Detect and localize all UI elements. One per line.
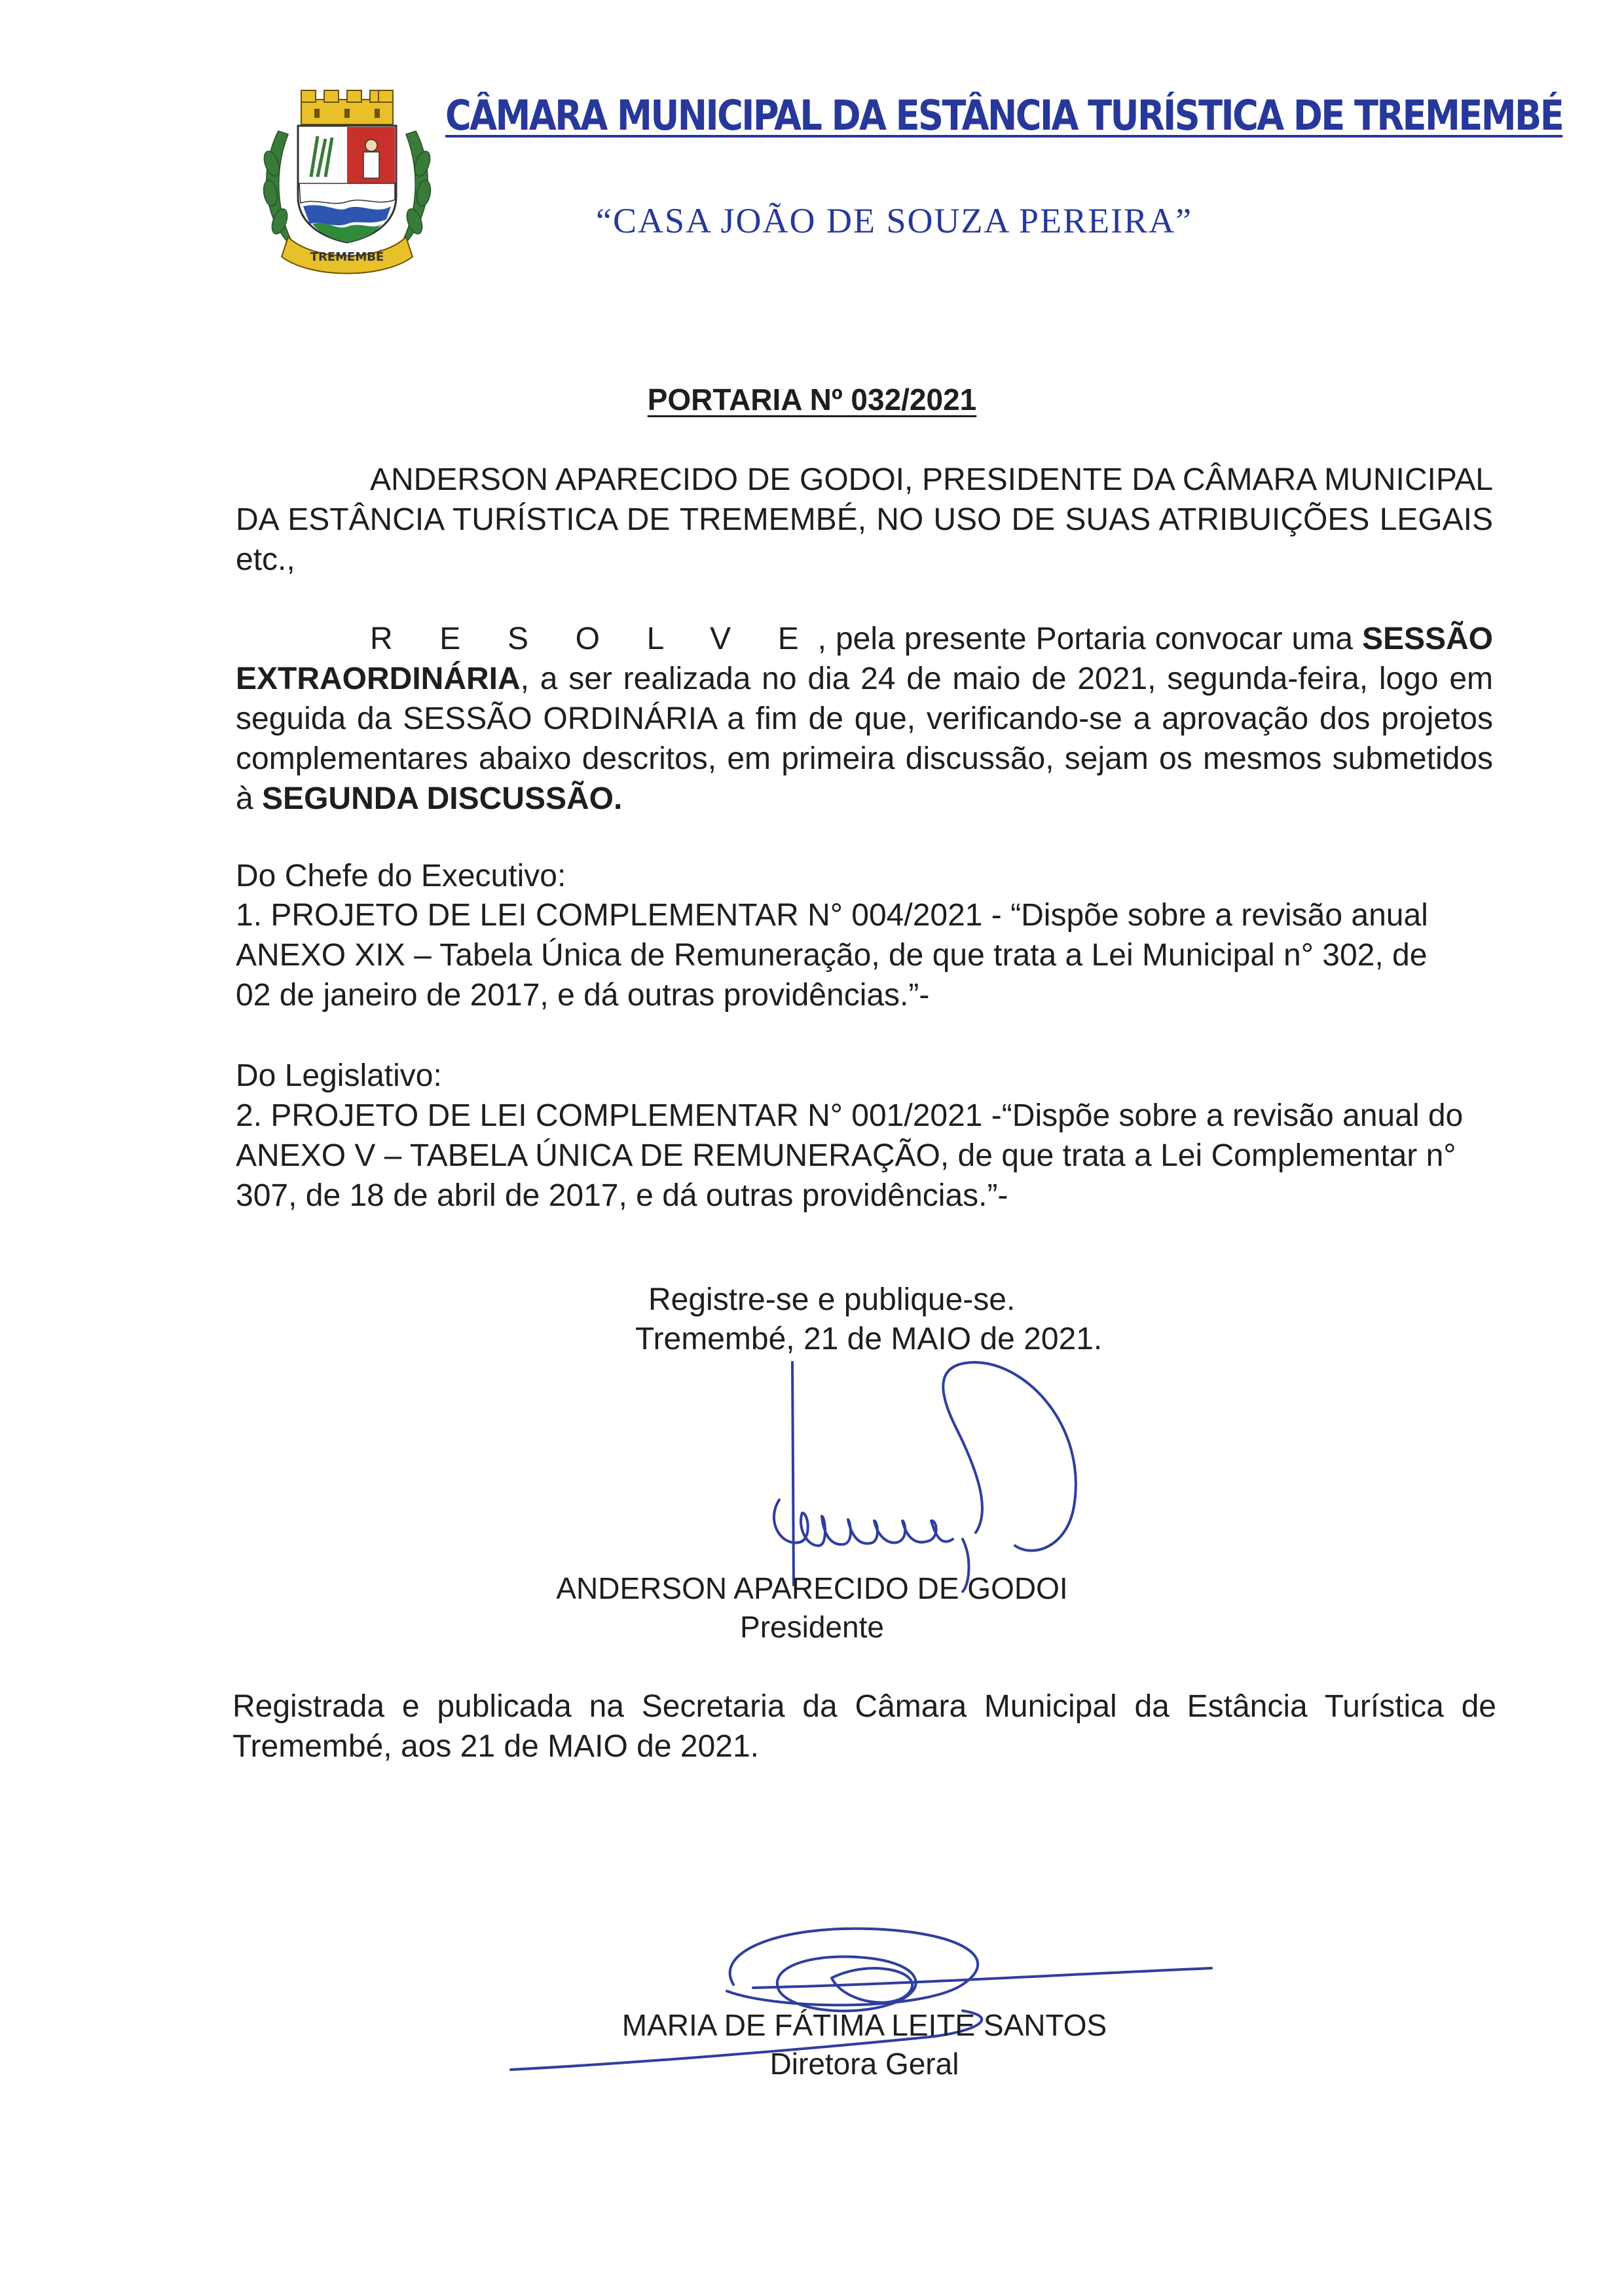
coat-of-arms-icon [252, 85, 442, 282]
place-date: Tremembé, 21 de MAIO de 2021. [635, 1322, 1103, 1356]
legislative-line: 2. PROJETO DE LEI COMPLEMENTAR N° 001/2021 -“Dispõe sobre a revisão anual do [236, 1098, 1464, 1133]
legislative-heading: Do Legislativo: [236, 1058, 442, 1093]
document-title: PORTARIA Nº 032/2021 [647, 382, 977, 417]
resolve-text-1: , pela presente Portaria convocar uma [817, 622, 1362, 656]
resolve-second-bold: SEGUNDA DISCUSSÃO. [262, 781, 623, 816]
executive-line: 02 de janeiro de 2017, e dá outras providências.”- [236, 978, 930, 1013]
legislative-line: 307, de 18 de abril de 2017, e dá outras providências.”- [236, 1178, 1008, 1213]
resolve-text-2: , a ser realizada no dia 24 de maio de 2021, segunda-feira, logo em seguida da SESSÃO ORDINÁRIA a fim de que, verificando-se a aprovação dos projetos complementares abaixo descritos, em primeira discussão, sejam os mesmos submetidos à [236, 662, 1493, 816]
house-name: “CASA JOÃO DE SOUZA PEREIRA” [596, 201, 1193, 240]
president-signature [740, 1349, 1107, 1598]
preamble: ANDERSON APARECIDO DE GODOI, PRESIDENTE DA CÂMARA MUNICIPAL DA ESTÂNCIA TURÍSTICA DE TREMEMBÉ, NO USO DE SUAS ATRIBUIÇÕES LEGAIS etc., [236, 462, 1493, 577]
signatory-name: ANDERSON APARECIDO DE GODOI [556, 1571, 1068, 1605]
institution-name: CÂMARA MUNICIPAL DA ESTÂNCIA TURÍSTICA DE TREMEMBÉ [445, 92, 1563, 140]
executive-line: 1. PROJETO DE LEI COMPLEMENTAR N° 004/2021 - “Dispõe sobre a revisão anual [236, 898, 1428, 933]
executive-heading: Do Chefe do Executivo: [236, 859, 566, 893]
signatory-name: MARIA DE FÁTIMA LEITE SANTOS [621, 2008, 1107, 2042]
resolve-keyword: R E S O L V E [370, 622, 818, 656]
executive-line: ANEXO XIX – Tabela Única de Remuneração, de que trata a Lei Municipal n° 302, de [236, 938, 1428, 973]
closing-text: Registrada e publicada na Secretaria da Câmara Municipal da Estância Turística de Tremembé, aos 21 de MAIO de 2021. [232, 1689, 1496, 1764]
register-line: Registre-se e publique-se. [648, 1282, 1016, 1317]
signatory-role: Diretora Geral [769, 2047, 959, 2081]
svg-text:TREMEMBÉ: TREMEMBÉ [310, 250, 384, 264]
resolve-paragraph [236, 619, 1493, 819]
signatory-role: Presidente [740, 1610, 884, 1644]
resolve-session-bold: SESSÃO EXTRAORDINÁRIA [236, 622, 1493, 696]
legislative-line: ANEXO V – TABELA ÚNICA DE REMUNERAÇÃO, de que trata a Lei Complementar n° [236, 1138, 1456, 1173]
